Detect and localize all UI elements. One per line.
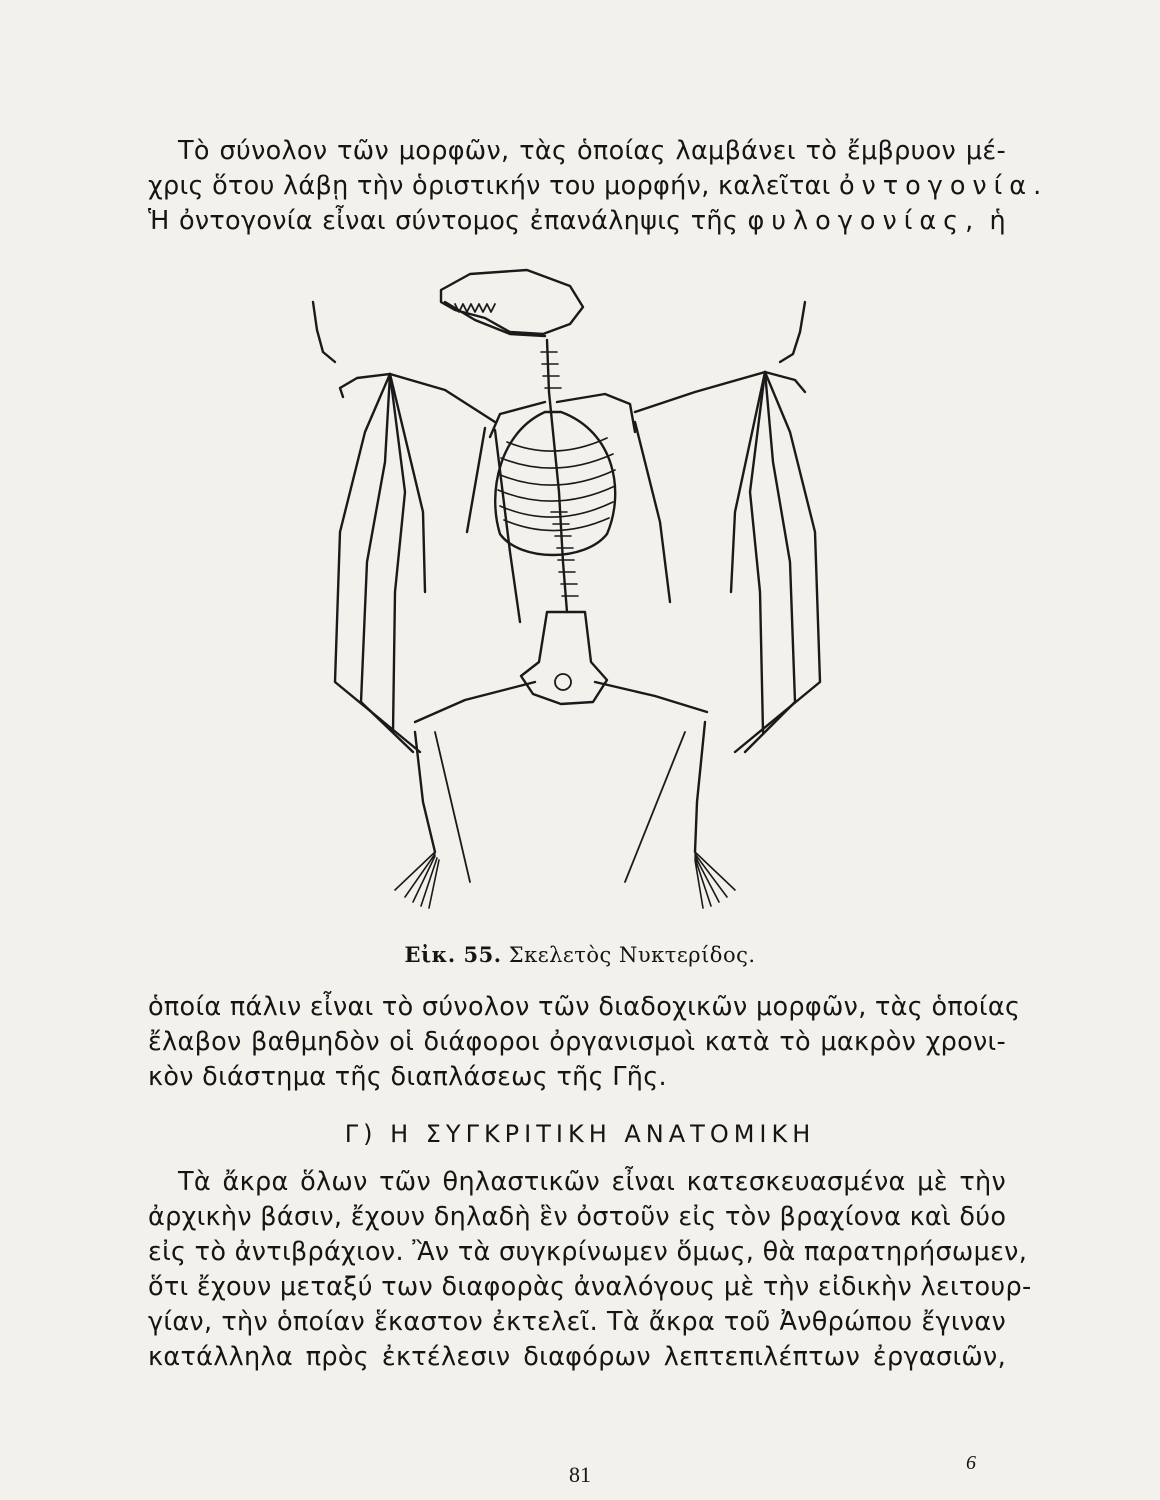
page-number: 81 <box>569 1462 591 1487</box>
left-humerus <box>390 374 495 422</box>
text-line: Τὸ σύνολον τῶν μορφῶν, τὰς ὁποίας λαμβάνει τὸ ἔμβρυον μέ- <box>178 136 1006 166</box>
text-line: κὸν διάστημα τῆς διαπλάσεως τῆς Γῆς. <box>148 1062 667 1092</box>
left-tibia <box>415 732 435 852</box>
jaw <box>445 302 545 336</box>
left-forearm-inner <box>467 428 485 532</box>
text-line: ὁποία πάλιν εἶναι τὸ σύνολον τῶν διαδοχικῶν μορφῶν, τὰς ὁποίας <box>148 992 1021 1022</box>
right-forearm <box>635 422 670 602</box>
spaced-term-phylogeny: φυλογονίας, <box>747 206 981 236</box>
signature-mark: 6 <box>966 1452 976 1474</box>
clavicle-right <box>557 394 635 432</box>
spaced-term-ontogeny: ὀντογονία. <box>838 171 1049 201</box>
left-finger-1 <box>335 374 420 752</box>
rib-cage <box>495 412 615 555</box>
right-foot <box>695 852 735 908</box>
text-line: εἰς τὸ ἀντιβράχιον. Ἂν τὰ συγκρίνωμεν ὅμως, θὰ παρατηρήσωμεν, <box>148 1237 1028 1267</box>
caption-label: Εἰκ. 55. <box>404 942 502 967</box>
bat-skeleton-illustration <box>295 262 865 932</box>
right-femur <box>595 682 707 712</box>
left-calcar <box>435 732 470 882</box>
skull <box>441 270 583 334</box>
text-line: χρις ὅτου λάβῃ τὴν ὁριστικήν του μορφήν, καλεῖται ὀντογονία. <box>148 171 1049 201</box>
ribs <box>498 438 615 531</box>
text-line: Τὰ ἄκρα ὅλων τῶν θηλαστικῶν εἶναι κατεσκευασμένα μὲ τὴν <box>178 1167 1006 1197</box>
left-foot <box>395 852 439 908</box>
vertebrae <box>541 352 578 596</box>
right-humerus <box>635 372 765 412</box>
text-line: γίαν, τὴν ὁποίαν ἕκαστον ἐκτελεῖ. Τὰ ἄκρα τοῦ Ἀνθρώπου ἔγιναν <box>148 1307 1006 1337</box>
text-line: ὅτι ἔχουν μεταξύ των διαφορὰς ἀναλόγους μὲ τὴν εἰδικὴν λειτουρ- <box>148 1272 1032 1302</box>
right-tibia <box>695 722 705 852</box>
left-femur <box>415 682 535 722</box>
right-calcar <box>625 732 685 882</box>
text-line: ἀρχικὴν βάσιν, ἔχουν δηλαδὴ ἓν ὀστοῦν εἰς τὸν βραχίονα καὶ δύο <box>148 1202 1007 1232</box>
right-finger-1 <box>735 372 820 752</box>
right-wrist-claw <box>780 302 805 362</box>
text-line: ἔλαβον βαθμηδὸν οἱ διάφοροι ὀργανισμοὶ κατὰ τὸ μακρὸν χρονι- <box>148 1027 1006 1057</box>
text-line: Ἡ ὀντογονία εἶναι σύντομος ἐπανάληψις τῆς φυλογονίας, ἡ <box>148 206 1007 236</box>
paragraph-comparative-anatomy <box>148 1165 1032 1375</box>
text-line: κατάλληλα πρὸς ἐκτέλεσιν διαφόρων λεπτεπιλέπτων ἐργασιῶν, <box>148 1342 1006 1372</box>
figure-caption <box>0 942 1160 967</box>
section-heading: Γ) Η ΣΥΓΚΡΙΤΙΚΗ ΑΝΑΤΟΜΙΚΗ <box>344 1120 816 1148</box>
paragraph-phylogeny <box>148 990 1021 1095</box>
bat-skeleton-figure <box>295 262 865 932</box>
paragraph-ontogeny <box>148 134 1049 239</box>
left-wrist-claw <box>313 302 335 362</box>
caption-text: Σκελετὸς Νυκτερίδος. <box>508 943 756 967</box>
left-finger-2 <box>361 374 413 752</box>
pelvis-socket <box>555 674 571 690</box>
